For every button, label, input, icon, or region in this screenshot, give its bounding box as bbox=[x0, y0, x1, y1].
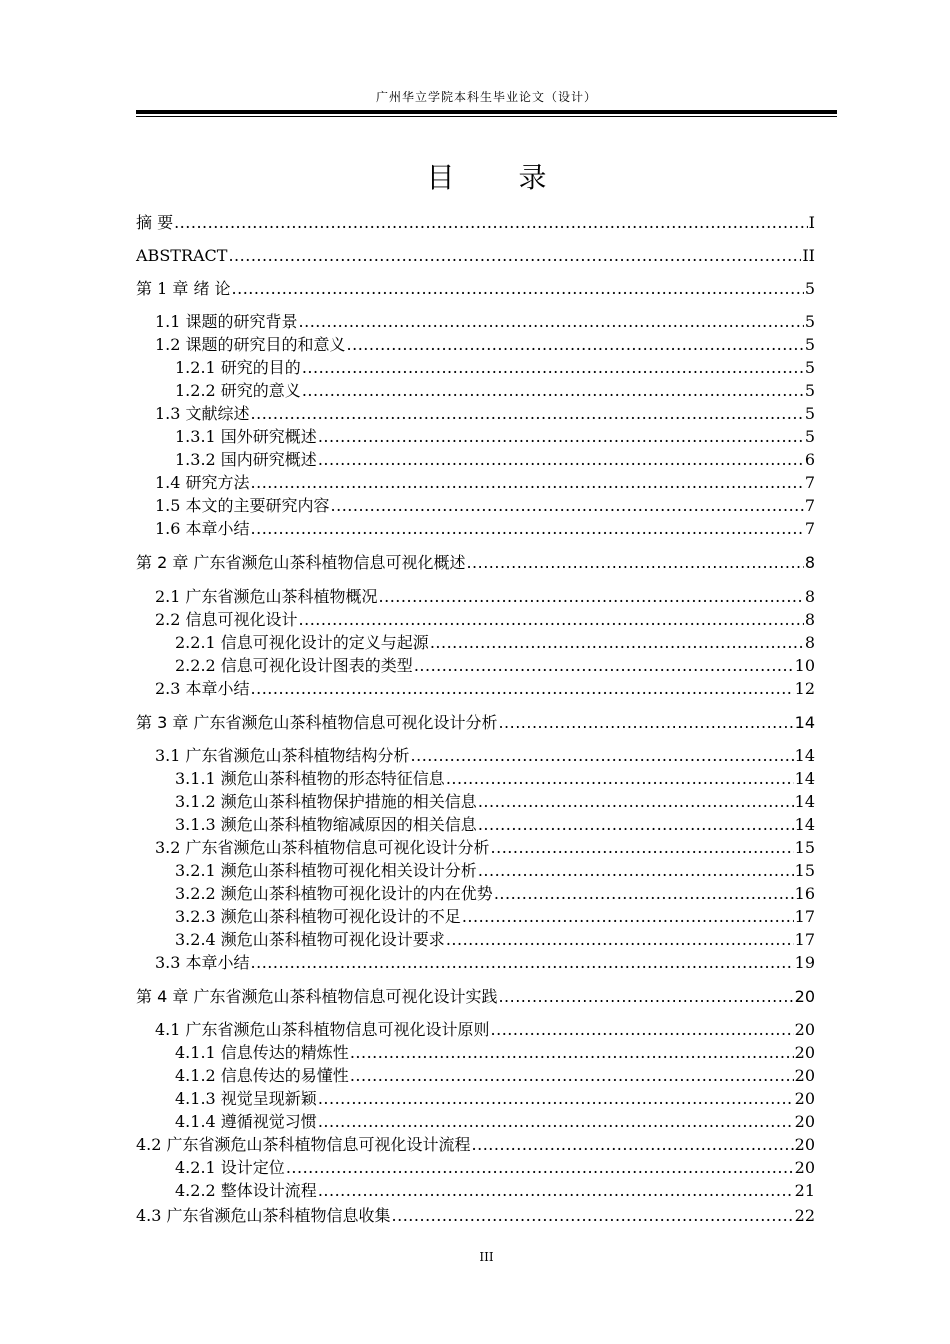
toc-entry[interactable] bbox=[136, 1112, 815, 1132]
toc-leader-dots bbox=[466, 553, 803, 573]
toc-leader-dots bbox=[318, 1112, 794, 1132]
toc-entry-page: 20 bbox=[794, 1158, 815, 1177]
toc-entry[interactable] bbox=[136, 213, 815, 233]
toc-leader-dots bbox=[251, 679, 794, 699]
toc-entry-page: 20 bbox=[794, 1089, 815, 1108]
toc-leader-dots bbox=[232, 279, 804, 299]
toc-entry-page: 20 bbox=[794, 1066, 815, 1085]
toc-entry-label: 1.1 课题的研究背景 bbox=[155, 312, 298, 331]
toc-leader-dots bbox=[414, 656, 794, 676]
toc-entry[interactable] bbox=[136, 610, 815, 630]
toc-entry[interactable] bbox=[136, 1158, 815, 1178]
toc-entry-label: 1.2 课题的研究目的和意义 bbox=[155, 335, 346, 354]
toc-entry-label: 3.1.1 濒危山茶科植物的形态特征信息 bbox=[175, 769, 445, 788]
toc-entry-label: 4.2.2 整体设计流程 bbox=[175, 1181, 317, 1200]
toc-leader-dots bbox=[446, 930, 794, 950]
toc-entry[interactable] bbox=[136, 1135, 815, 1155]
toc-entry-label: 摘 要 bbox=[136, 213, 174, 232]
toc-entry-label: 第 3 章 广东省濒危山茶科植物信息可视化设计分析 bbox=[136, 713, 498, 732]
toc-entry-page: 14 bbox=[794, 769, 815, 788]
toc-leader-dots bbox=[251, 473, 804, 493]
toc-entry-label: 2.2.1 信息可视化设计的定义与起源 bbox=[175, 633, 429, 652]
toc-entry-label: 第 4 章 广东省濒危山茶科植物信息可视化设计实践 bbox=[136, 987, 498, 1006]
page-title: 目 录 bbox=[426, 161, 565, 194]
toc-leader-dots bbox=[491, 838, 794, 858]
toc-entry-label: 1.3.2 国内研究概述 bbox=[175, 450, 317, 469]
toc-entry[interactable] bbox=[136, 1206, 815, 1226]
toc-entry-page: 5 bbox=[804, 381, 815, 400]
toc-entry[interactable] bbox=[136, 358, 815, 378]
toc-entry-label: 3.2.1 濒危山茶科植物可视化相关设计分析 bbox=[175, 861, 477, 880]
toc-entry[interactable] bbox=[136, 519, 815, 539]
toc-entry-page: 20 bbox=[794, 1135, 815, 1154]
toc-entry[interactable] bbox=[136, 450, 815, 470]
toc-entry-page: II bbox=[802, 246, 815, 265]
toc-entry[interactable] bbox=[136, 679, 815, 699]
toc-entry-label: 4.3 广东省濒危山茶科植物信息收集 bbox=[136, 1206, 391, 1225]
toc-leader-dots bbox=[318, 450, 804, 470]
toc-entry-page: 21 bbox=[794, 1181, 815, 1200]
toc-entry[interactable] bbox=[136, 335, 815, 355]
toc-leader-dots bbox=[318, 1181, 794, 1201]
toc-entry-label: 2.3 本章小结 bbox=[155, 679, 250, 698]
toc-entry-label: 第 2 章 广东省濒危山茶科植物信息可视化概述 bbox=[136, 553, 466, 572]
toc-entry-label: 4.1.4 遵循视觉习惯 bbox=[175, 1112, 317, 1131]
toc-leader-dots bbox=[350, 1066, 794, 1086]
toc-entry-page: 20 bbox=[794, 1112, 815, 1131]
toc-entry[interactable] bbox=[136, 713, 815, 733]
toc-entry-label: 1.3.1 国外研究概述 bbox=[175, 427, 317, 446]
toc-leader-dots bbox=[251, 953, 794, 973]
toc-leader-dots bbox=[318, 1089, 794, 1109]
toc-leader-dots bbox=[299, 312, 804, 332]
toc-entry[interactable] bbox=[136, 496, 815, 516]
toc-entry-label: 1.2.1 研究的目的 bbox=[175, 358, 301, 377]
toc-leader-dots bbox=[462, 907, 794, 927]
toc-entry[interactable] bbox=[136, 1043, 815, 1063]
toc-entry-page: 7 bbox=[804, 496, 815, 515]
toc-entry-page: 15 bbox=[794, 838, 815, 857]
toc-entry-label: 3.3 本章小结 bbox=[155, 953, 250, 972]
toc-entry-page: 17 bbox=[794, 930, 815, 949]
toc-entry[interactable] bbox=[136, 587, 815, 607]
toc-entry[interactable] bbox=[136, 907, 815, 927]
toc-leader-dots bbox=[478, 792, 794, 812]
toc-entry[interactable] bbox=[136, 473, 815, 493]
toc-entry-page: 16 bbox=[794, 884, 815, 903]
toc-entry-page: 8 bbox=[804, 587, 815, 606]
toc-entry-page: 5 bbox=[804, 358, 815, 377]
header-rule-thick bbox=[136, 110, 837, 114]
toc-entry-label: 1.4 研究方法 bbox=[155, 473, 250, 492]
toc-entry[interactable] bbox=[136, 884, 815, 904]
toc-entry-label: 4.1.3 视觉呈现新颖 bbox=[175, 1089, 317, 1108]
toc-entry-page: 20 bbox=[794, 1043, 815, 1062]
toc-leader-dots bbox=[318, 427, 804, 447]
toc-entry-label: 3.2.3 濒危山茶科植物可视化设计的不足 bbox=[175, 907, 461, 926]
toc-entry-label: 3.1.3 濒危山茶科植物缩减原因的相关信息 bbox=[175, 815, 477, 834]
toc-entry[interactable] bbox=[136, 792, 815, 812]
toc-entry[interactable] bbox=[136, 633, 815, 653]
toc-entry[interactable] bbox=[136, 987, 815, 1007]
toc-entry[interactable] bbox=[136, 746, 815, 766]
toc-entry[interactable] bbox=[136, 404, 815, 424]
toc-entry-label: 4.2 广东省濒危山茶科植物信息可视化设计流程 bbox=[136, 1135, 471, 1154]
toc-leader-dots bbox=[331, 496, 804, 516]
toc-leader-dots bbox=[251, 519, 804, 539]
toc-entry[interactable] bbox=[136, 1066, 815, 1086]
footer-page-number: III bbox=[479, 1250, 494, 1264]
toc-entry-label: 4.1.2 信息传达的易懂性 bbox=[175, 1066, 349, 1085]
toc-entry[interactable] bbox=[136, 381, 815, 401]
toc-entry-label: 4.1.1 信息传达的精炼性 bbox=[175, 1043, 349, 1062]
header-rule-thin bbox=[136, 116, 837, 117]
toc-entry-page: 5 bbox=[804, 279, 815, 298]
toc-entry-label: 1.2.2 研究的意义 bbox=[175, 381, 301, 400]
toc-leader-dots bbox=[302, 381, 804, 401]
toc-entry[interactable] bbox=[136, 553, 815, 573]
toc-leader-dots bbox=[286, 1158, 794, 1178]
toc-entry[interactable] bbox=[136, 953, 815, 973]
toc-entry-page: 17 bbox=[794, 907, 815, 926]
toc-entry-page: 10 bbox=[794, 656, 815, 675]
toc-entry[interactable] bbox=[136, 427, 815, 447]
toc-entry[interactable] bbox=[136, 1020, 815, 1040]
toc-entry-page: 20 bbox=[794, 987, 815, 1006]
toc-entry-label: 2.1 广东省濒危山茶科植物概况 bbox=[155, 587, 378, 606]
toc-entry-page: 20 bbox=[794, 1020, 815, 1039]
toc-entry-page: 7 bbox=[804, 519, 815, 538]
toc-entry-page: 12 bbox=[794, 679, 815, 698]
toc-entry-page: 8 bbox=[804, 553, 815, 572]
toc-entry-page: 5 bbox=[804, 404, 815, 423]
toc-entry-label: ABSTRACT bbox=[136, 246, 228, 265]
toc-entry[interactable] bbox=[136, 838, 815, 858]
toc-entry-page: 14 bbox=[794, 815, 815, 834]
toc-entry-page: 7 bbox=[804, 473, 815, 492]
toc-leader-dots bbox=[392, 1206, 794, 1226]
toc-entry-page: 14 bbox=[794, 746, 815, 765]
toc-entry-label: 3.1 广东省濒危山茶科植物结构分析 bbox=[155, 746, 410, 765]
toc-entry-label: 3.2.2 濒危山茶科植物可视化设计的内在优势 bbox=[175, 884, 493, 903]
toc-entry[interactable] bbox=[136, 815, 815, 835]
toc-entry-page: 8 bbox=[804, 610, 815, 629]
toc-leader-dots bbox=[478, 861, 794, 881]
toc-entry[interactable] bbox=[136, 1181, 815, 1201]
toc-entry-label: 2.2 信息可视化设计 bbox=[155, 610, 298, 629]
toc-entry[interactable] bbox=[136, 861, 815, 881]
toc-entry-label: 2.2.2 信息可视化设计图表的类型 bbox=[175, 656, 413, 675]
toc-entry[interactable] bbox=[136, 769, 815, 789]
toc-entry[interactable] bbox=[136, 930, 815, 950]
toc-entry-page: 19 bbox=[794, 953, 815, 972]
toc-leader-dots bbox=[251, 404, 804, 424]
toc-entry-label: 1.5 本文的主要研究内容 bbox=[155, 496, 330, 515]
toc-entry[interactable] bbox=[136, 656, 815, 676]
toc-leader-dots bbox=[347, 335, 804, 355]
toc-leader-dots bbox=[411, 746, 794, 766]
toc-leader-dots bbox=[491, 1020, 794, 1040]
toc-leader-dots bbox=[228, 246, 801, 266]
toc-entry-label: 3.2 广东省濒危山茶科植物信息可视化设计分析 bbox=[155, 838, 490, 857]
toc-entry-label: 1.6 本章小结 bbox=[155, 519, 250, 538]
toc-leader-dots bbox=[302, 358, 804, 378]
toc-leader-dots bbox=[494, 884, 794, 904]
toc-leader-dots bbox=[430, 633, 804, 653]
toc-entry-page: 14 bbox=[794, 713, 815, 732]
toc-leader-dots bbox=[299, 610, 804, 630]
toc-entry[interactable] bbox=[136, 312, 815, 332]
toc-entry-label: 4.2.1 设计定位 bbox=[175, 1158, 285, 1177]
toc-entry-page: 5 bbox=[804, 335, 815, 354]
toc-leader-dots bbox=[478, 815, 794, 835]
header-text: 广州华立学院本科生毕业论文（设计） bbox=[375, 90, 597, 104]
toc-entry-page: 5 bbox=[804, 312, 815, 331]
toc-entry-page: 8 bbox=[804, 633, 815, 652]
toc-entry-page: 5 bbox=[804, 427, 815, 446]
toc-entry[interactable] bbox=[136, 246, 815, 266]
toc-entry-label: 第 1 章 绪 论 bbox=[136, 279, 231, 298]
toc-entry-label: 3.1.2 濒危山茶科植物保护措施的相关信息 bbox=[175, 792, 477, 811]
toc-leader-dots bbox=[350, 1043, 794, 1063]
toc-leader-dots bbox=[498, 987, 793, 1007]
toc-leader-dots bbox=[498, 713, 793, 733]
toc-leader-dots bbox=[472, 1135, 794, 1155]
toc-entry-label: 3.2.4 濒危山茶科植物可视化设计要求 bbox=[175, 930, 445, 949]
toc-leader-dots bbox=[446, 769, 794, 789]
toc-leader-dots bbox=[174, 213, 808, 233]
toc-entry[interactable] bbox=[136, 279, 815, 299]
toc-entry-label: 4.1 广东省濒危山茶科植物信息可视化设计原则 bbox=[155, 1020, 490, 1039]
toc-entry[interactable] bbox=[136, 1089, 815, 1109]
toc-entry-page: 6 bbox=[804, 450, 815, 469]
toc-entry-page: I bbox=[808, 213, 815, 232]
toc-leader-dots bbox=[379, 587, 804, 607]
toc-entry-page: 15 bbox=[794, 861, 815, 880]
toc-entry-page: 14 bbox=[794, 792, 815, 811]
toc-entry-page: 22 bbox=[794, 1206, 815, 1225]
toc-entry-label: 1.3 文献综述 bbox=[155, 404, 250, 423]
